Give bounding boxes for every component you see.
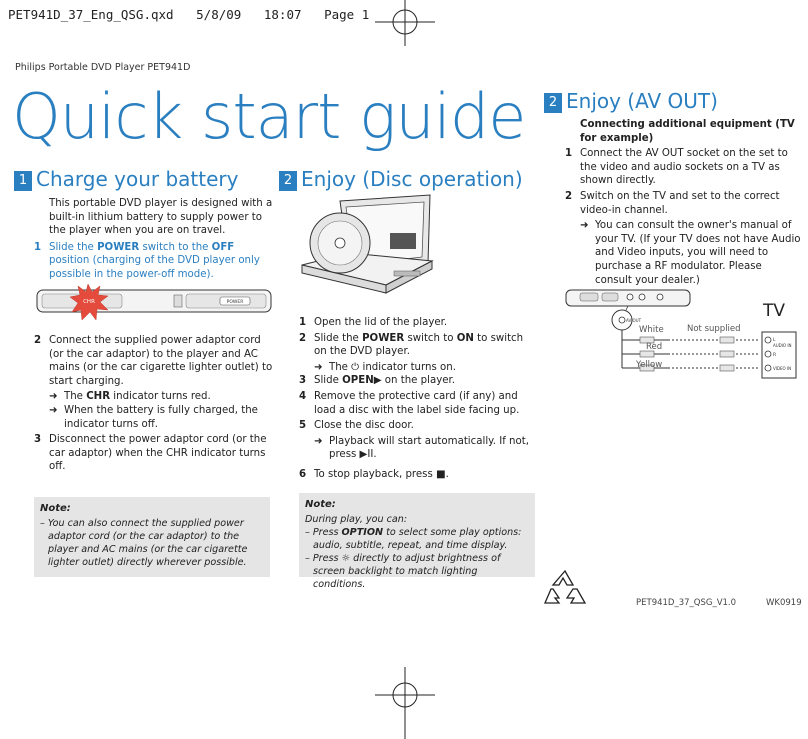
l-label: L	[773, 338, 776, 343]
chr-label: CHR	[83, 299, 95, 305]
recycle-icon	[543, 569, 587, 609]
charge-body	[34, 197, 274, 284]
step-number: 1	[34, 241, 42, 253]
result-text: When the battery is fully charged, the indicator turns off.	[64, 404, 258, 430]
not-supplied-label: Not supplied	[687, 324, 741, 334]
charge-step-3	[34, 433, 274, 474]
step-text: To stop playback, press ■.	[314, 468, 449, 480]
step-number: 1	[565, 148, 573, 160]
av-step-2	[565, 190, 801, 217]
red-label: Red	[646, 342, 663, 352]
step-text: position (charging of the DVD player only possible in the power-off mode).	[49, 255, 260, 280]
disc-step-5-result	[314, 435, 539, 462]
off-keyword: OFF	[211, 241, 235, 253]
section-title: Charge your battery	[36, 167, 239, 191]
disc-step-1	[299, 316, 539, 330]
step-number: 4	[299, 390, 307, 402]
switch-label: POWER	[226, 300, 244, 305]
note-line-1	[305, 526, 529, 552]
crop-mark-bottom	[370, 665, 440, 739]
av-step-1	[565, 147, 801, 188]
step-text: on the player.	[381, 375, 456, 387]
step-text: Open the lid of the player.	[314, 317, 448, 328]
open-keyword: OPEN▶	[342, 375, 382, 387]
step-number: 2	[299, 332, 307, 344]
disc-step-2	[299, 332, 539, 359]
step-text: Switch on the TV and set to the correct video-in channel.	[580, 190, 780, 216]
step-text: Slide the	[314, 332, 363, 344]
charge-step-2-result-2	[49, 404, 274, 431]
step-text: Remove the protective card (if any) and load a disc with the label side facing up.	[314, 390, 520, 416]
step-number: 2	[34, 335, 42, 346]
step-number: 6	[299, 468, 307, 480]
section-number: 2	[544, 93, 562, 113]
result-text: Playback will start automatically. If not, press ▶II.	[329, 435, 529, 461]
disc-step-2-result	[314, 361, 539, 375]
note-title: Note:	[305, 499, 336, 510]
footer-version: PET941D_37_QSG_V1.0	[636, 598, 737, 608]
charge-step-2-result-1	[49, 390, 274, 404]
video-in-label: VIDEO IN	[773, 366, 792, 371]
step-text: switch to	[404, 332, 457, 344]
note-text: – You can also connect the supplied power adaptor cord (or the car adaptor) to the player and AC mains (or the car cigarette lighter outlet) directly wherever possible.	[40, 518, 248, 568]
disc-note	[299, 493, 535, 590]
note-text: – Press	[305, 527, 342, 538]
av-step-2-result	[580, 219, 801, 287]
note-title: Note:	[40, 503, 71, 514]
step-number: 5	[299, 420, 307, 432]
power-keyword: POWER	[362, 332, 405, 344]
step-number: 1	[299, 317, 307, 328]
note-line-2: – Press ☼ directly to adjust brightness of screen backlight to match lighting conditions.	[305, 553, 501, 590]
charge-step-1	[34, 241, 274, 282]
yellow-label: Yellow	[636, 360, 663, 370]
page-title: Quick start guide	[12, 80, 526, 153]
step-text: Close the disc door.	[314, 420, 414, 432]
option-keyword: OPTION	[341, 527, 384, 538]
chr-keyword: CHR	[86, 391, 111, 403]
result-text: You can consult the owner's manual of your TV. (If your TV does not have Audio and Video inputs, you will need to purchase a RF modulator. Please consult your dealer.)	[595, 220, 801, 286]
section-number: 1	[14, 171, 32, 191]
white-label: White	[639, 325, 664, 335]
result-text: The ⏻ indicator turns on.	[329, 361, 456, 373]
section-title: Enjoy (AV OUT)	[566, 89, 718, 113]
av-out-label: AV OUT	[626, 318, 642, 323]
audio-in-label: AUDIO IN	[773, 343, 792, 348]
footer-code: WK0919	[766, 598, 802, 608]
dvd-player-figure	[290, 193, 440, 298]
result-text: The	[64, 391, 87, 403]
step-number: 3	[34, 434, 42, 446]
note-text: to select some play options: audio, subtitle, repeat, and time display.	[313, 527, 522, 551]
result-text: indicator turns red.	[110, 391, 211, 403]
section-number: 2	[279, 171, 297, 191]
arrow-icon: ➜	[314, 361, 323, 373]
disc-step-6	[299, 468, 539, 482]
step-number: 2	[565, 190, 573, 202]
disc-step-4	[299, 390, 539, 417]
note-intro: During play, you can:	[305, 514, 408, 525]
step-text: to switch on the DVD player.	[314, 332, 524, 358]
charge-body-2	[34, 334, 274, 476]
r-label: R	[773, 353, 777, 358]
arrow-icon: ➜	[49, 404, 58, 416]
section-av-heading	[544, 91, 784, 113]
crop-mark-top	[370, 0, 440, 48]
arrow-icon: ➜	[580, 220, 589, 232]
player-side-figure	[36, 282, 272, 324]
charge-intro: This portable DVD player is designed with a built-in lithium battery to supply power to the player when you are on travel.	[49, 198, 273, 237]
av-body	[565, 118, 801, 287]
disc-step-3	[299, 374, 539, 388]
step-text: Disconnect the power adaptor cord (or the car adaptor) when the CHR indicator turns off.	[49, 434, 267, 473]
charge-note	[34, 497, 270, 577]
disc-body	[299, 316, 539, 484]
product-line: Philips Portable DVD Player PET941D	[15, 62, 191, 73]
step-text: Connect the supplied power adaptor cord (or the car adaptor) to the player and AC mains (or the car cigarette lighter outlet) to start charging.	[49, 335, 273, 387]
step-text: Connect the AV OUT socket on the set to the video and audio sockets on a TV as shown directly.	[580, 148, 788, 187]
charge-step-2	[34, 334, 274, 388]
on-keyword: ON	[456, 332, 474, 344]
file-slug-line: PET941D_37_Eng_QSG.qxd 5/8/09 18:07 Page 1	[8, 7, 370, 22]
step-text: switch to the	[139, 241, 212, 253]
tv-label: TV	[763, 301, 786, 321]
section-charge-heading	[14, 169, 264, 191]
section-disc-heading	[279, 169, 539, 191]
section-title: Enjoy (Disc operation)	[301, 167, 523, 191]
step-text: Slide the	[49, 241, 98, 253]
disc-step-5	[299, 419, 539, 433]
arrow-icon: ➜	[49, 391, 58, 403]
arrow-icon: ➜	[314, 435, 323, 447]
step-text: Slide	[314, 375, 343, 387]
power-keyword: POWER	[97, 241, 140, 253]
av-subtitle: Connecting additional equipment (TV for example)	[580, 119, 795, 144]
step-number: 3	[299, 375, 307, 387]
